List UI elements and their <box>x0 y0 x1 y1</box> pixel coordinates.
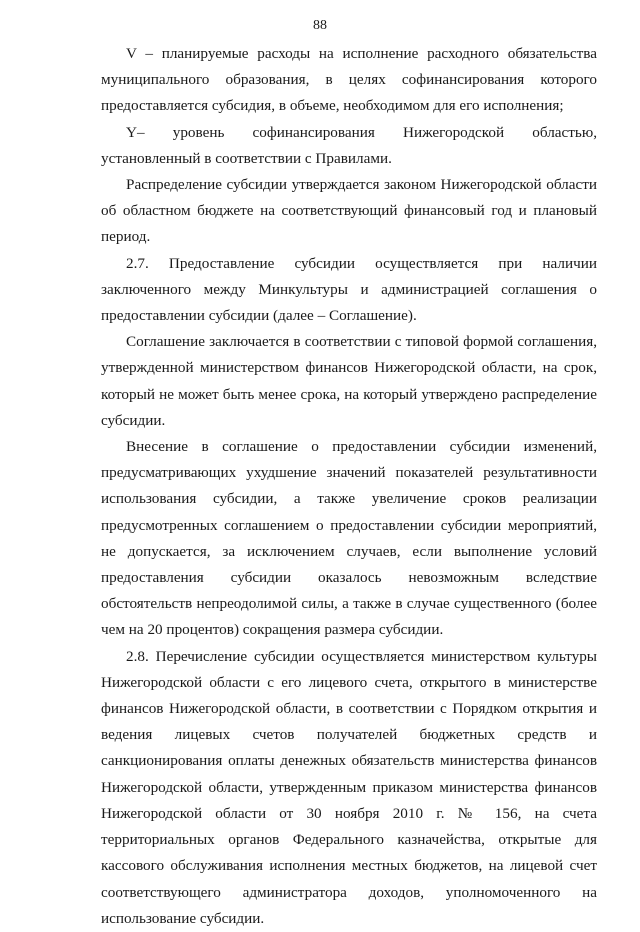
paragraph-v-definition: V – планируемые расходы на исполнение расходного обязательства муниципального образования, в целях софинансирования которого предоставляется субсидия, в объеме, необходимом для его исполнения; <box>101 45 597 115</box>
paragraph-y-definition: Y– уровень софинансирования Нижегородской областью, установленный в соответствии с Правилами. <box>101 123 597 167</box>
paragraph-distribution: Распределение субсидии утверждается законом Нижегородской области об областном бюджете на соответствующий финансовый год и плановый период. <box>101 176 597 246</box>
paragraph-agreement: Соглашение заключается в соответствии с типовой формой соглашения, утвержденной министерством финансов Нижегородской области, на срок, который не может быть менее срока, на который утверждено распределение субсидии. <box>101 333 597 429</box>
page-number: 88 <box>313 18 327 33</box>
document-body <box>101 41 597 932</box>
paragraph-amendments: Внесение в соглашение о предоставлении субсидии изменений, предусматривающих ухудшение значений показателей результативности использования субсидии, а также увеличение сроков реализации предусмотренных соглашением о предоставлении субсидии мероприятий, не допускается, за исключением случаев, если выполнение условий предоставления субсидии оказалось невозможным вследствие обстоятельств непреодолимой силы, а также в случае существенного (более чем на 20 процентов) сокращения размера субсидии. <box>101 438 597 639</box>
paragraph-2-8: 2.8. Перечисление субсидии осуществляется министерством культуры Нижегородской области с его лицевого счета, открытого в министерстве финансов Нижегородской области, в соответствии с Порядком открытия и ведения лицевых счетов получателей бюджетных средств и санкционирования оплаты денежных обязательств министерства финансов Нижегородской области, утвержденным приказом министерства финансов Нижегородской области от 30 ноября 2010 г. № 156, на счета территориальных органов Федерального казначейства, открытые для кассового обслуживания исполнения местных бюджетов, на лицевой счет соответствующего администратора доходов, уполномоченного на использование субсидии. <box>101 647 597 927</box>
paragraph-2-7: 2.7. Предоставление субсидии осуществляется при наличии заключенного между Минкультуры и администрацией соглашения о предоставлении субсидии (далее – Соглашение). <box>101 254 597 325</box>
